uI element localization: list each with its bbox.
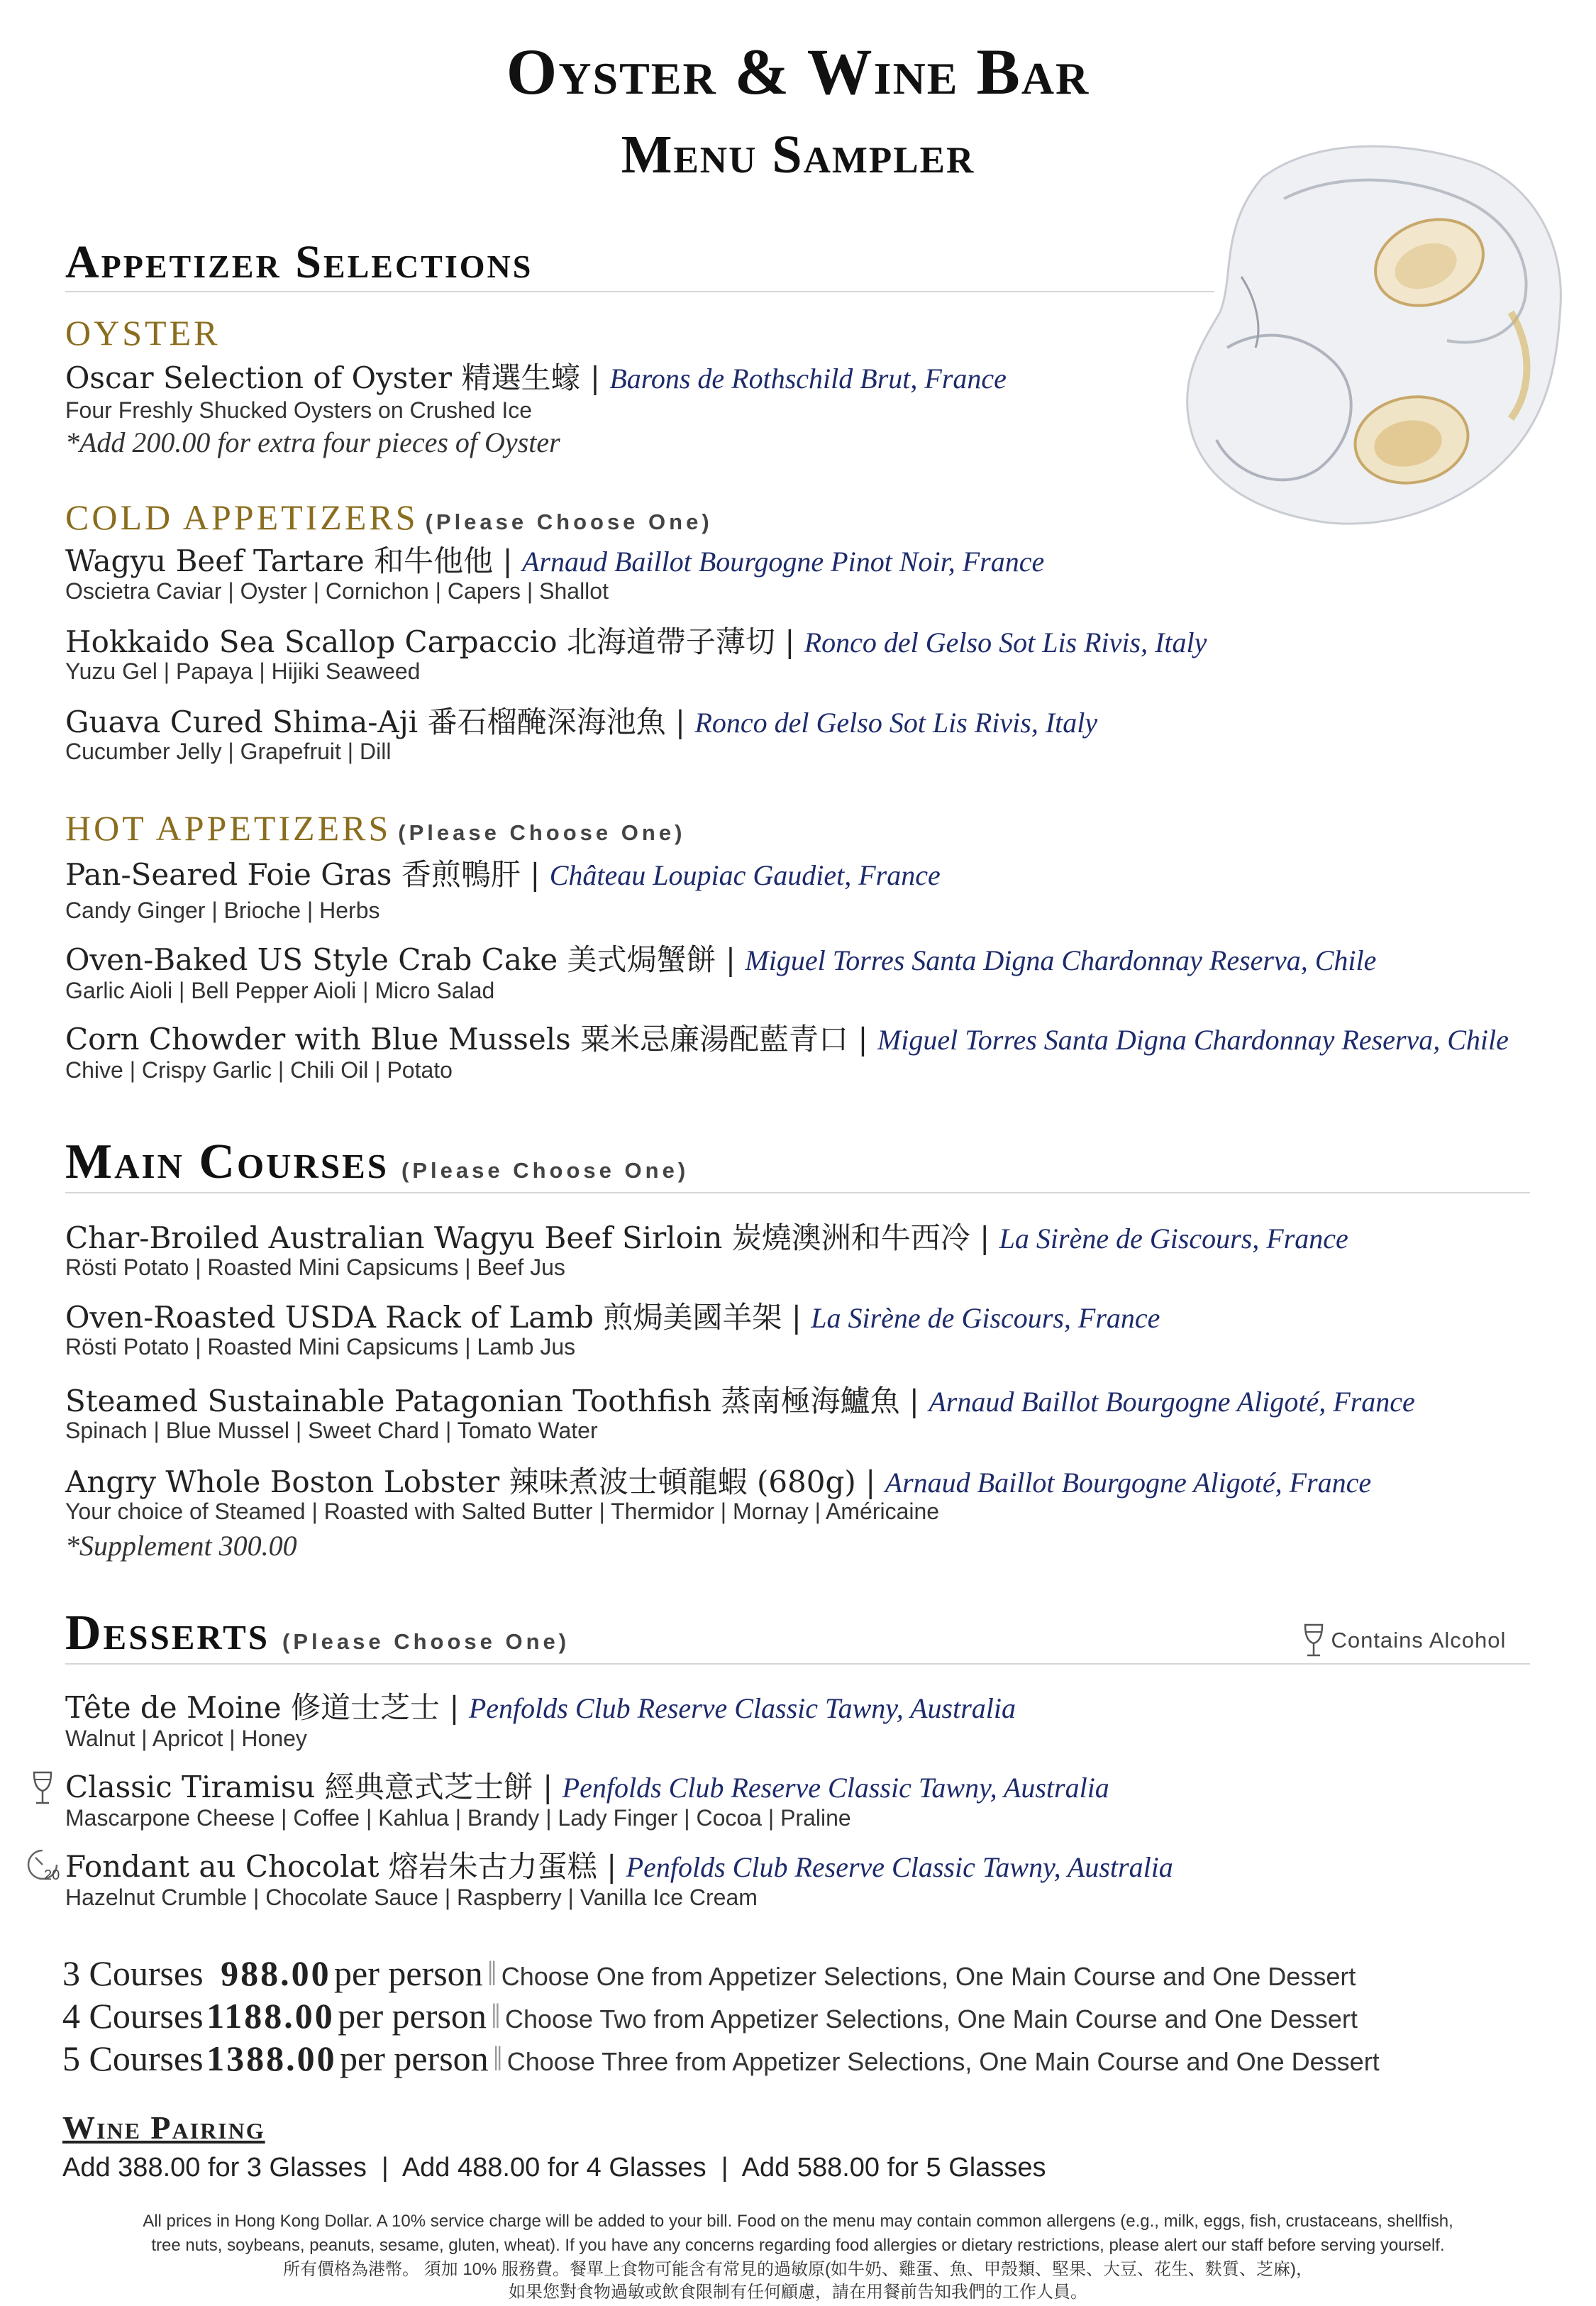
main-desc-4: Your choice of Steamed | Roasted with Salted Butter | Thermidor | Mornay | Américaine — [65, 1499, 940, 1524]
main-dish-3: Steamed Sustainable Patagonian Toothfish 蒸南極海鱸魚 | Arnaud Baillot Bourgogne Aligoté, France — [65, 1384, 1415, 1418]
cold-desc-2: Yuzu Gel | Papaya | Hijiki Seaweed — [65, 658, 421, 684]
cold-category: COLD APPETIZERS (Please Choose One) — [65, 497, 713, 537]
main-desc-3: Spinach | Blue Mussel | Sweet Chard | Tomato Water — [65, 1418, 598, 1443]
mains-heading: Main Courses (Please Choose One) — [65, 1135, 689, 1189]
main-dish-1: Char-Broiled Australian Wagyu Beef Sirloin 炭燒澳洲和牛西冷 | La Sirène de Giscours, France — [65, 1220, 1348, 1255]
appetizer-heading: Appetizer Selections — [65, 236, 533, 288]
oyster-desc: Four Freshly Shucked Oysters on Crushed Ice — [65, 397, 533, 423]
oyster-dish: Oscar Selection of Oyster 精選生蠔 | Barons de Rothschild Brut, France — [65, 360, 1007, 395]
hot-desc-1: Candy Ginger | Brioche | Herbs — [65, 898, 380, 923]
cold-desc-1: Oscietra Caviar | Oyster | Cornichon | Capers | Shallot — [65, 578, 609, 604]
wine-glass-icon — [28, 1770, 57, 1806]
hot-dish-1: Pan-Seared Foie Gras 香煎鴨肝 | Château Loupiac Gaudiet, France — [65, 857, 941, 892]
dessert-dish-2: Classic Tiramisu 經典意式芝士餅 | Penfolds Club Reserve Classic Tawny, Australia — [65, 1770, 1109, 1804]
lobster-supplement-note: *Supplement 300.00 — [65, 1530, 297, 1562]
cold-dish-2: Hokkaido Sea Scallop Carpaccio 北海道帶子薄切 | Ronco del Gelso Sot Lis Rivis, Italy — [65, 624, 1207, 659]
oyster-category: OYSTER — [65, 313, 221, 353]
appetizer-rule — [65, 291, 1214, 292]
cold-dish-3: Guava Cured Shima-Aji 番石榴醃深海池魚 | Ronco del Gelso Sot Lis Rivis, Italy — [65, 705, 1098, 739]
hot-dish-2: Oven-Baked US Style Crab Cake 美式焗蟹餅 | Miguel Torres Santa Digna Chardonnay Reserva, Chile — [65, 942, 1377, 977]
main-desc-1: Rösti Potato | Roasted Mini Capsicums | Beef Jus — [65, 1254, 565, 1280]
dessert-dish-1: Tête de Moine 修道士芝士 | Penfolds Club Reserve Classic Tawny, Australia — [65, 1690, 1016, 1725]
oyster-note: *Add 200.00 for extra four pieces of Oyster — [65, 426, 560, 458]
price-line-5: 5 Courses 1388.00 per person ‖ Choose Three from Appetizer Selections, One Main Course and One Dessert — [62, 2039, 1380, 2078]
main-desc-2: Rösti Potato | Roasted Mini Capsicums | Lamb Jus — [65, 1334, 576, 1359]
footer-en-2: tree nuts, soybeans, peanuts, sesame, gluten, wheat). If you have any concerns regarding food allergies or dietary restrictions, please alert our staff before serving yourself. — [151, 2236, 1445, 2255]
oyster-illustration — [1177, 135, 1575, 539]
alcohol-legend — [1299, 1622, 1506, 1659]
wine-pairing-heading: Wine Pairing — [62, 2109, 265, 2146]
price-line-4: 4 Courses 1188.00 per person ‖ Choose Two from Appetizer Selections, One Main Course and One Dessert — [62, 1996, 1358, 2036]
page-subtitle: Menu Sampler — [621, 125, 975, 184]
page-title: Oyster & Wine Bar — [506, 35, 1090, 108]
wine-glass-icon — [1299, 1622, 1328, 1659]
dessert-dish-3: Fondant au Chocolat 熔岩朱古力蛋糕 | Penfolds Club Reserve Classic Tawny, Australia — [65, 1849, 1173, 1884]
hot-desc-3: Chive | Crispy Garlic | Chili Oil | Potato — [65, 1057, 453, 1083]
footer-zh-2: 如果您對食物過敏或飲食限制有任何顧慮，請在用餐前告知我們的工作人員。 — [509, 2283, 1087, 2302]
main-dish-2: Oven-Roasted USDA Rack of Lamb 煎焗美國羊架 | La Sirène de Giscours, France — [65, 1300, 1160, 1335]
dessert-desc-1: Walnut | Apricot | Honey — [65, 1726, 307, 1751]
footer-en-1: All prices in Hong Kong Dollar. A 10% service charge will be added to your bill. Food on the menu may contain common allergens (e.g., milk, eggs, fish, crustaceans, shellfish, — [143, 2212, 1453, 2231]
hot-category: HOT APPETIZERS (Please Choose One) — [65, 808, 686, 848]
main-dish-4: Angry Whole Boston Lobster 辣味煮波士頓龍蝦 (680g) | Arnaud Baillot Bourgogne Aligoté, France — [65, 1464, 1372, 1499]
cold-dish-1: Wagyu Beef Tartare 和牛他他 | Arnaud Baillot Bourgogne Pinot Noir, France — [65, 544, 1045, 578]
footer-zh-1: 所有價格為港幣。 須加 10% 服務費。餐單上食物可能含有常見的過敏原(如牛奶、雞蛋、魚、甲殼類、堅果、大豆、花生、麩質、芝麻)， — [282, 2260, 1314, 2279]
mains-rule — [65, 1192, 1530, 1193]
cold-desc-3: Cucumber Jelly | Grapefruit | Dill — [65, 739, 392, 764]
timer-badge — [24, 1845, 64, 1885]
hot-dish-3: Corn Chowder with Blue Mussels 粟米忌廉湯配藍青口 | Miguel Torres Santa Digna Chardonnay Reserva, Chile — [65, 1022, 1509, 1057]
dessert-desc-3: Hazelnut Crumble | Chocolate Sauce | Raspberry | Vanilla Ice Cream — [65, 1885, 758, 1910]
wine-pairing: Barons de Rothschild Brut, France — [609, 363, 1007, 395]
dish-name: Oscar Selection of Oyster 精選生蠔 — [65, 360, 581, 395]
hot-desc-2: Garlic Aioli | Bell Pepper Aioli | Micro Salad — [65, 978, 495, 1003]
wine-pairing-line: Add 388.00 for 3 Glasses | Add 488.00 for 4 Glasses | Add 588.00 for 5 Glasses — [62, 2153, 1046, 2183]
alcohol-legend-label: Contains Alcohol — [1331, 1628, 1507, 1653]
desserts-rule — [65, 1663, 1530, 1665]
desserts-heading: Desserts (Please Choose One) — [65, 1606, 570, 1660]
timer-label: 20 — [44, 1868, 60, 1883]
dessert-desc-2: Mascarpone Cheese | Coffee | Kahlua | Brandy | Lady Finger | Cocoa | Praline — [65, 1805, 851, 1831]
price-line-3: 3 Courses 988.00 per person ‖ Choose One from Appetizer Selections, One Main Course and One Dessert — [62, 1953, 1356, 1993]
